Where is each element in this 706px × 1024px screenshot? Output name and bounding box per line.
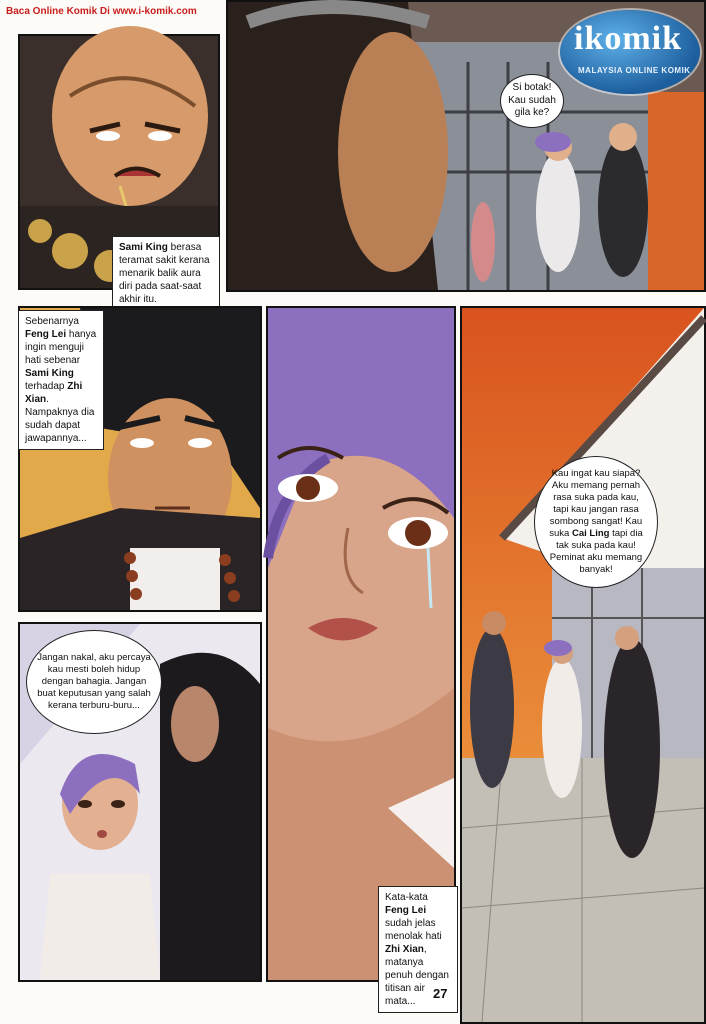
- speech-bubble-zhi-xian-angry: [534, 456, 658, 588]
- bubble-text: tapi dia tak suka pada kau! Peminat aku memang banyak!: [549, 528, 643, 575]
- logo-brand-text: ikomik: [574, 20, 683, 57]
- caption-name-sami-king: Sami King: [25, 368, 74, 379]
- caption-name-sami-king: Sami King: [119, 242, 168, 253]
- sunset-group-illustration: [462, 308, 704, 1022]
- caption-text: berasa teramat sakit kerana menarik balik aura diri pada saat-saat akhir itu.: [119, 242, 210, 305]
- speech-bubble-si-botak: Si botak! Kau sudah gila ke?: [500, 74, 564, 128]
- caption-text: sudah jelas menolak hati: [385, 918, 442, 942]
- caption-text: Kata-kata: [385, 892, 428, 903]
- logo-tagline: MALAYSIA ONLINE KOMIK: [578, 66, 691, 75]
- site-header-text: Baca Online Komik Di www.i-komik.com: [6, 6, 197, 17]
- caption-sami-king: [112, 236, 220, 311]
- bubble-name-cai-ling: Cai Ling: [571, 528, 610, 539]
- caption-text: Sebenarnya: [25, 316, 79, 327]
- page-number: 27: [433, 986, 448, 1001]
- caption-name-feng-lei: Feng Lei: [25, 329, 67, 340]
- caption-text: terhadap: [25, 381, 68, 392]
- bubble-text: Kau ingat kau siapa? Aku memang pernah rasa suka pada kau, tapi kau jangan rasa sombong sangat! Kau suka: [549, 468, 643, 539]
- zhi-xian-illustration: [268, 308, 454, 980]
- ikomik-logo: [560, 10, 700, 94]
- caption-text: , matanya penuh dengan titisan air mata...: [385, 944, 449, 1007]
- panel-sunset-group: [460, 306, 706, 1024]
- panel-feng-lei-closeup: [18, 306, 262, 612]
- speech-bubble-feng-lei-advice: Jangan nakal, aku percaya kau mesti boleh hidup dengan bahagia. Jangan buat keputusan yang salah kerana terburu-buru...: [26, 630, 162, 734]
- panel-bald-man-closeup: [18, 34, 220, 305]
- caption-text: hanya ingin menguji hati sebenar: [25, 329, 97, 366]
- caption-name-zhi-xian: Zhi Xian: [25, 381, 83, 405]
- panel-zhi-xian-feng-lei: [18, 622, 262, 982]
- caption-feng-lei-test: [18, 310, 104, 450]
- caption-name-feng-lei: Feng Lei: [385, 905, 427, 916]
- caption-text: . Nampaknya dia sudah dapat jawapannya...: [25, 394, 95, 444]
- caption-name-zhi-xian: Zhi Xian: [385, 944, 424, 955]
